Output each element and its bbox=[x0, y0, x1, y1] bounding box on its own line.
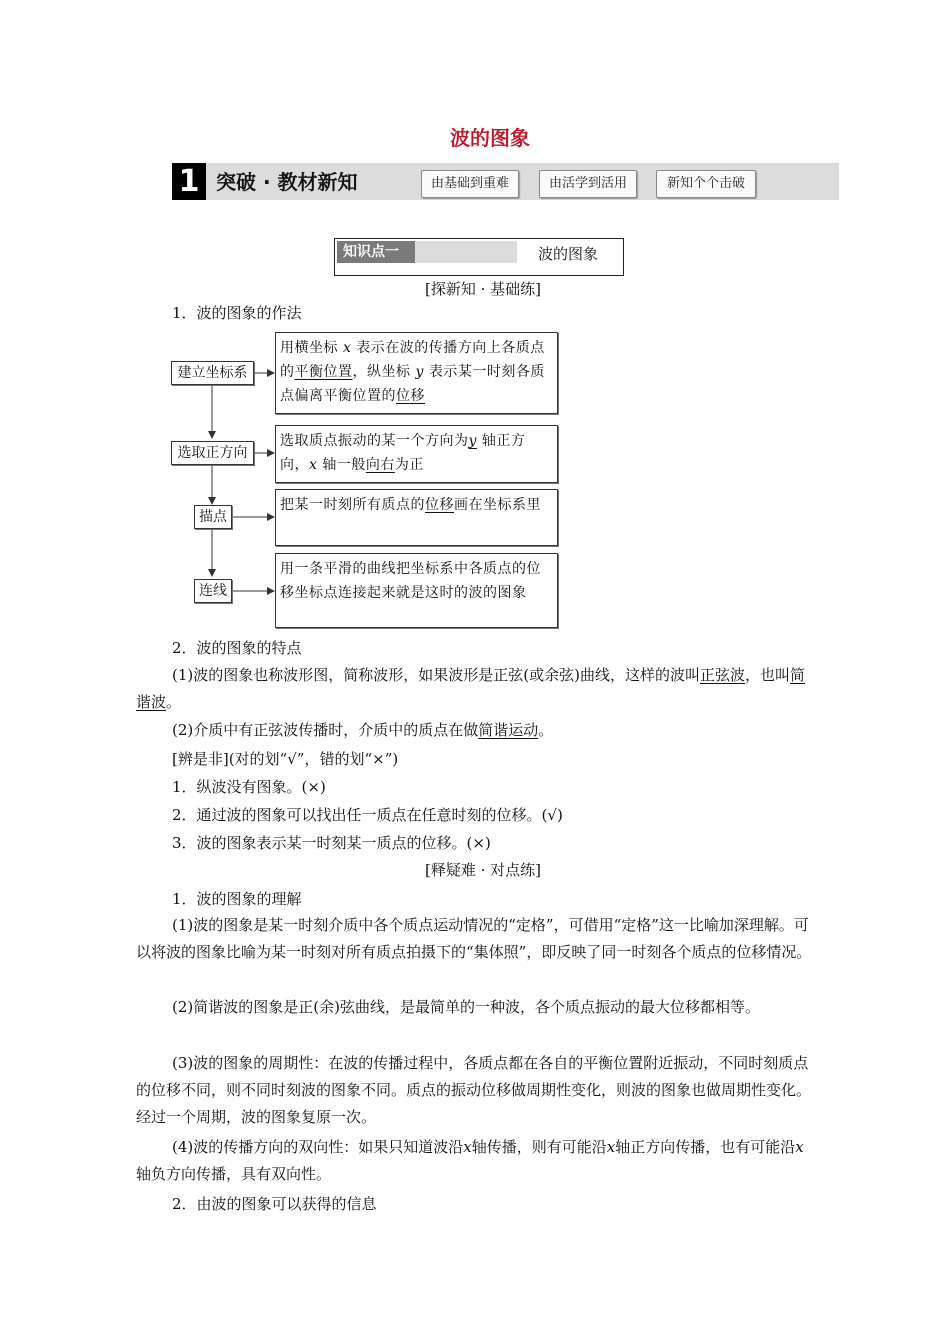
flow-desc-text: 用一条平滑的曲线把坐标系中各质点的位移坐标点连接起来就是这时的波的图象 bbox=[280, 561, 541, 601]
flow-desc-text: ，纵坐标 bbox=[352, 364, 416, 380]
flow-desc-text: 表示某一时刻各质点偏离平衡位置的 bbox=[280, 364, 545, 404]
paragraph-text: ，也叫 bbox=[744, 666, 790, 684]
item-heading-understanding: 1．波的图象的理解 bbox=[172, 890, 302, 908]
flow-desc-plot bbox=[275, 489, 558, 546]
flow-desc-text: 轴一般 bbox=[317, 457, 366, 473]
paragraph-text: (4)波的传播方向的双向性：如果只知道波沿 bbox=[172, 1138, 464, 1156]
blank-answer: 平衡位置 bbox=[294, 364, 353, 380]
flow-desc-coordinate bbox=[275, 332, 558, 414]
feature-paragraph-1 bbox=[136, 662, 816, 716]
flow-desc-text: 用横坐标 bbox=[280, 340, 343, 356]
paragraph-text: (2)介质中有正弦波传播时，介质中的质点在做 bbox=[172, 721, 479, 739]
flow-step-plot: 描点 bbox=[194, 505, 232, 529]
blank-answer: 简谐波 bbox=[136, 666, 806, 711]
understanding-paragraph-1: (1)波的图象是某一时刻介质中各个质点运动情况的“定格”，可借用“定格”这一比喻加深理解。可以将波的图象比喻为某一时刻对所有质点拍摄下的“集体照”，即反映了同一时刻各个质点的位移情况。 bbox=[136, 916, 812, 961]
knowledge-point-title: 波的图象 bbox=[538, 245, 599, 263]
var-x: x bbox=[795, 1138, 804, 1156]
item-heading-features: 2．波的图象的特点 bbox=[172, 639, 302, 657]
judge-heading: [辨是非](对的划“√”，错的划“×”) bbox=[172, 750, 399, 768]
flow-desc-text: 选取质点振动的某一个方向为 bbox=[280, 433, 469, 449]
var-x: x bbox=[606, 1138, 616, 1156]
var-x: x bbox=[342, 340, 352, 356]
blank-answer: 简谐运动 bbox=[478, 721, 539, 739]
judge-item-3: 3．波的图象表示某一时刻某一质点的位移。(×) bbox=[172, 834, 491, 852]
judge-item-1: 1．纵波没有图象。(×) bbox=[172, 778, 326, 796]
banner-tag-basic: 由基础到重难 bbox=[421, 170, 519, 198]
flow-desc-direction bbox=[275, 425, 558, 483]
understanding-paragraph-4 bbox=[136, 1134, 816, 1188]
judge-item-2: 2．通过波的图象可以找出任一质点在任意时刻的位移。(√) bbox=[172, 806, 563, 824]
paragraph-text: 轴负方向传播，具有双向性。 bbox=[136, 1165, 332, 1183]
flow-desc-text: 为正 bbox=[394, 457, 424, 473]
item-heading-method: 1．波的图象的作法 bbox=[172, 304, 302, 322]
var-y: y bbox=[415, 364, 424, 380]
flow-step-coordinate: 建立坐标系 bbox=[171, 361, 254, 385]
flow-step-direction: 选取正方向 bbox=[171, 441, 254, 465]
blank-answer: 向右 bbox=[365, 457, 395, 473]
flow-desc-connect bbox=[275, 553, 558, 628]
var-x: x bbox=[309, 457, 318, 473]
blank-answer: 位移 bbox=[425, 497, 454, 513]
flow-desc-text: 画在坐标系里 bbox=[454, 497, 541, 513]
item-heading-information: 2．由波的图象可以获得的信息 bbox=[172, 1195, 377, 1213]
flow-desc-text: 把某一时刻所有质点的 bbox=[280, 497, 425, 513]
section-tag-explore: [探新知 · 基础练] bbox=[425, 280, 542, 298]
paragraph-text: 轴正方向传播，也有可能沿 bbox=[615, 1138, 796, 1156]
paragraph-text: 轴传播，则有可能沿 bbox=[471, 1138, 607, 1156]
banner-heading: 突破 · 教材新知 bbox=[216, 170, 358, 194]
blank-answer: y bbox=[468, 433, 477, 449]
blank-answer: 位移 bbox=[396, 388, 425, 404]
banner-tag-apply: 由活学到活用 bbox=[539, 170, 637, 198]
var-x: x bbox=[463, 1138, 472, 1156]
understanding-paragraph-3: (3)波的图象的周期性：在波的传播过程中，各质点都在各自的平衡位置附近振动，不同时刻质点的位移不同，则不同时刻波的图象不同。质点的振动位移做周期性变化，则波的图象也做周期性变化。经过一个周期，波的图象复原一次。 bbox=[136, 1054, 812, 1126]
flow-desc-text: 表示在波的传播方向上各质点的 bbox=[280, 340, 545, 380]
knowledge-point-bar bbox=[415, 241, 517, 263]
banner-number: 1 bbox=[172, 163, 206, 200]
section-tag-explain: [释疑难 · 对点练] bbox=[425, 861, 542, 879]
paragraph-text: (1)波的图象也称波形图，简称波形，如果波形是正弦(或余弦)曲线，这样的波叫 bbox=[172, 666, 700, 684]
flow-step-connect: 连线 bbox=[194, 579, 232, 603]
knowledge-point-label: 知识点一 bbox=[337, 241, 415, 263]
banner-tag-break: 新知个个击破 bbox=[656, 170, 756, 198]
understanding-paragraph-2: (2)简谐波的图象是正(余)弦曲线，是最简单的一种波，各个质点振动的最大位移都相等。 bbox=[172, 998, 760, 1016]
paragraph-text: 。 bbox=[538, 721, 554, 739]
flow-desc-text: 轴正方向， bbox=[280, 433, 526, 473]
blank-answer: 正弦波 bbox=[699, 666, 745, 684]
feature-paragraph-2 bbox=[136, 717, 816, 744]
paragraph-text: 。 bbox=[166, 693, 182, 711]
page-title: 波的图象 bbox=[450, 126, 530, 150]
